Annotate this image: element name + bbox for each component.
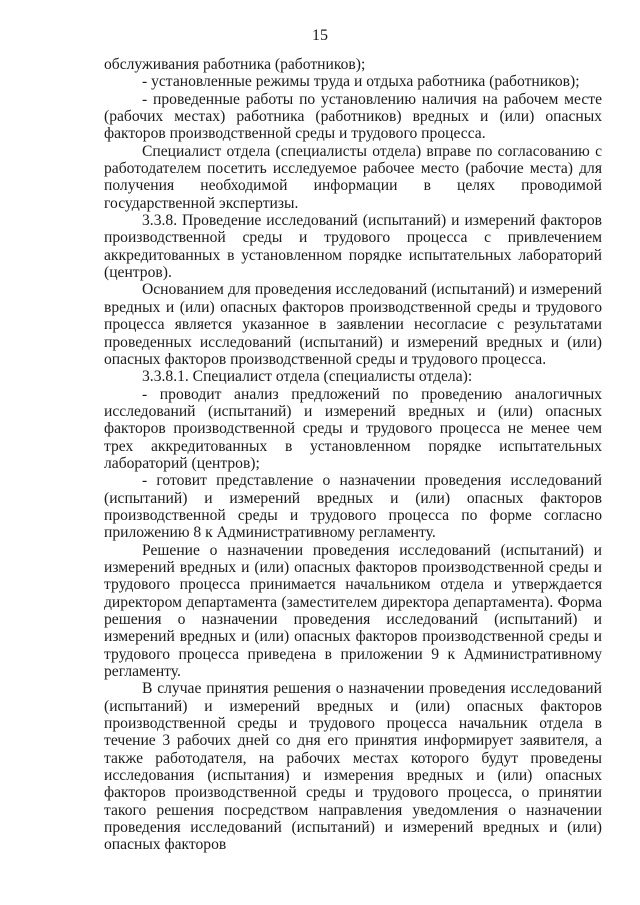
paragraph: В случае принятия решения о назначении проведения исследований (испытаний) и измерений вредных и (или) опасных факторов производственной среды и трудового процесса начальник отдела в течение 3 рабочих дней со дня его принятия информирует заявителя, а также работодателя, на рабочих местах которого будут проведены исследования (испытания) и измерения вредных и (или) опасных факторов производственной среды и трудового процесса, о принятии такого решения посредством направления уведомления о назначении проведения исследований (испытаний) и измерений вредных и (или) опасных факторов: [104, 680, 602, 854]
paragraph: - установленные режимы труда и отдыха работника (работников);: [142, 73, 580, 91]
paragraph: - проводит анализ предложений по проведению аналогичных исследований (испытаний) и измерений вредных и (или) опасных факторов производственной среды и трудового процесса не менее чем трех аккредитованных в установленном порядке испытательных лабораторий (центров);: [104, 385, 602, 472]
document-body: [104, 56, 602, 854]
paragraph: - проведенные работы по установлению наличия на рабочем месте (рабочих местах) работника (работников) вредных и (или) опасных факторов производственной среды и трудового процесса.: [104, 90, 602, 143]
paragraph: 3.3.8.1. Специалист отдела (специалисты отдела):: [142, 368, 473, 386]
paragraph: - готовит представление о назначении проведения исследований (испытаний) и измерений вредных и (или) опасных факторов производственной среды и трудового процесса по форме согласно приложению 8 к Административному регламенту.: [104, 472, 602, 542]
paragraph: Основанием для проведения исследований (испытаний) и измерений вредных и (или) опасных факторов производственной среды и трудового процесса является указанное в заявлении несогласие с результатами проведенных исследований (испытаний) и измерений вредных и (или) опасных факторов производственной среды и трудового процесса.: [104, 281, 602, 368]
page-number: 15: [312, 27, 328, 44]
paragraph: 3.3.8. Проведение исследований (испытаний) и измерений факторов производственной среды и трудового процесса с привлечением аккредитованных в установленном порядке испытательных лабораторий (центров).: [104, 212, 602, 282]
paragraph: Специалист отдела (специалисты отдела) вправе по согласованию с работодателем посетить исследуемое рабочее место (рабочие места) для получения необходимой информации в целях проводимой государственной экспертизы.: [104, 142, 602, 212]
paragraph: Решение о назначении проведения исследований (испытаний) и измерений вредных и (или) опасных факторов производственной среды и трудового процесса принимается начальником отдела и утверждается директором департамента (заместителем директора департамента). Форма решения о назначении проведения исследований (испытаний) и измерений вредных и (или) опасных факторов производственной среды и трудового процесса приведена в приложении 9 к Административному регламенту.: [104, 541, 602, 681]
paragraph: обслуживания работника (работников);: [104, 56, 366, 73]
